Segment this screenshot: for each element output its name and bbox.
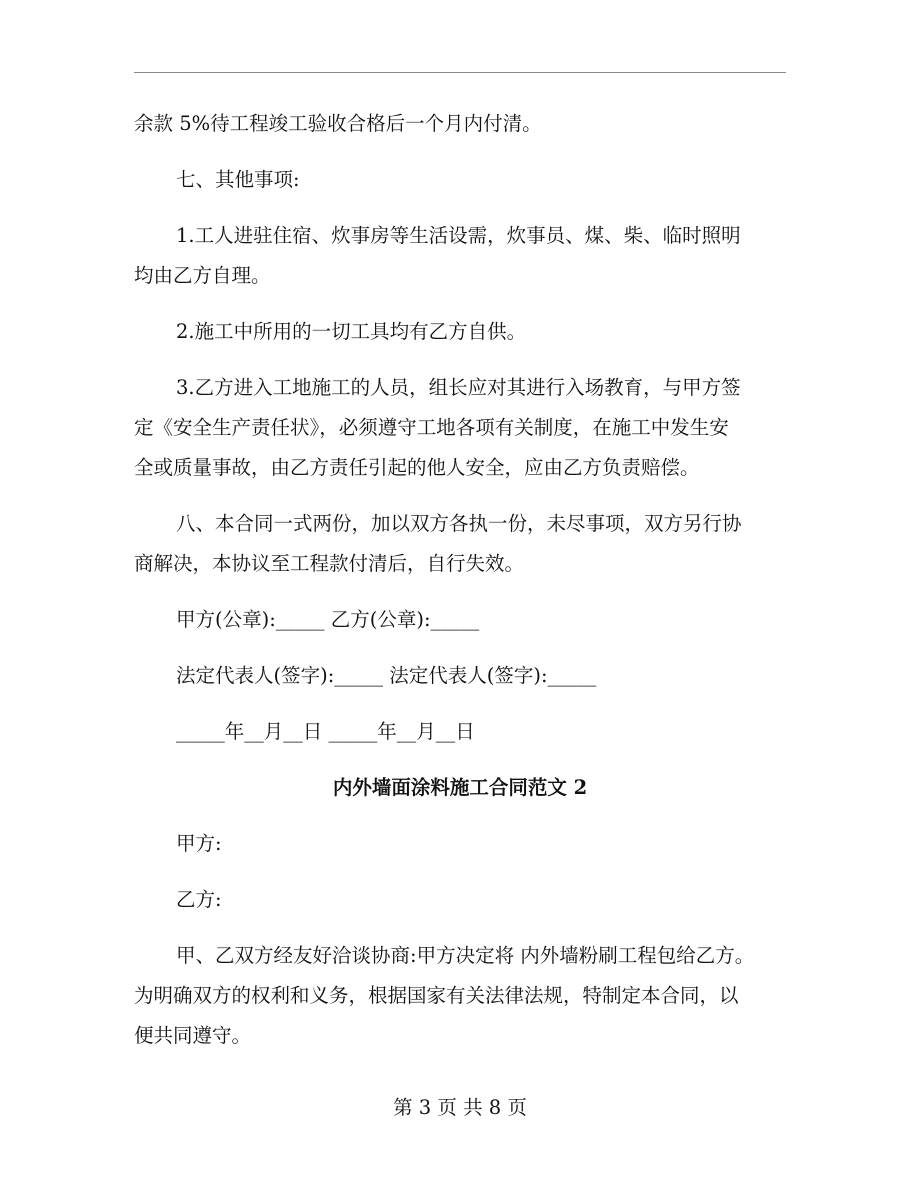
date-line: _____年__月__日 _____年__月__日 xyxy=(176,720,475,743)
paragraph-line: 商解决，本协议至工程款付清后，自行失效。 xyxy=(134,552,525,575)
section-title: 内外墙面涂料施工合同范文 2 xyxy=(332,776,588,799)
paragraph-line: 为明确双方的权利和义务，根据国家有关法律法规，特制定本合同，以 xyxy=(134,984,739,1007)
paragraph-line: 便共同遵守。 xyxy=(134,1024,252,1047)
paragraph-line: 甲、乙双方经友好洽谈协商:甲方决定将 内外墙粉刷工程包给乙方。 xyxy=(176,944,755,967)
paragraph-line: 全或质量事故，由乙方责任引起的他人安全，应由乙方负责赔偿。 xyxy=(134,456,700,479)
paragraph-line: 2.施工中所用的一切工具均有乙方自供。 xyxy=(176,320,527,343)
paragraph-line: 八、本合同一式两份，加以双方各执一份，未尽事项，双方另行协 xyxy=(176,512,742,535)
paragraph-line: 余款 5%待工程竣工验收合格后一个月内付清。 xyxy=(134,112,542,135)
section-heading: 七、其他事项: xyxy=(176,168,300,191)
seal-line: 甲方(公章):_____ 乙方(公章):_____ xyxy=(176,608,480,631)
paragraph-line: 均由乙方自理。 xyxy=(134,264,271,287)
paragraph-line: 定《安全生产责任状》，必须遵守工地各项有关制度，在施工中发生安 xyxy=(134,416,729,439)
page-number: 第 3 页 共 8 页 xyxy=(393,1096,527,1119)
party-b-line: 乙方: xyxy=(176,888,222,911)
header-rule xyxy=(134,72,786,73)
paragraph-line: 3.乙方进入工地施工的人员，组长应对其进行入场教育，与甲方签 xyxy=(176,376,741,399)
party-a-line: 甲方: xyxy=(176,832,222,855)
signature-line: 法定代表人(签字):_____ 法定代表人(签字):_____ xyxy=(176,664,597,687)
paragraph-line: 1.工人进驻住宿、炊事房等生活设需，炊事员、煤、柴、临时照明 xyxy=(176,224,741,247)
